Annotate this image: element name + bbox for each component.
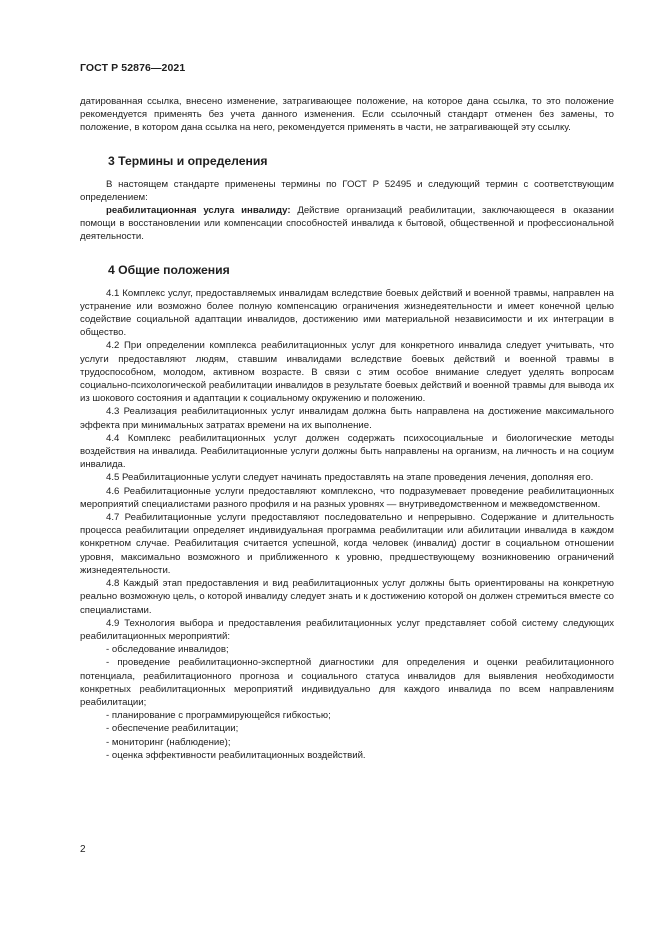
section-3-title: 3 Термины и определения xyxy=(108,153,268,168)
intro-paragraph: датированная ссылка, внесено изменение, затрагивающее положение, на которое дана ссылка, то это положение рекомендуется применять без учета данного изменения. Если ссылочный стандарт отменен без замены, то положение, в котором дана ссылка на него, рекомендуется применять в части, не затрагивающей эту ссылку. xyxy=(80,96,614,134)
term-definition xyxy=(80,204,614,244)
list-item: - мониторинг (наблюдение); xyxy=(106,736,231,748)
term-name: реабилитационная услуга инвалиду: xyxy=(106,205,291,217)
document-code-header: ГОСТ Р 52876—2021 xyxy=(80,62,186,74)
clause-4-5: 4.5 Реабилитационные услуги следует начинать предоставлять на этапе проведения лечения, дополняя его. xyxy=(106,472,594,484)
clause-4-8: 4.8 Каждый этап предоставления и вид реабилитационных услуг должны быть ориентированы на конкретную реально возможную цель, о которой инвалиду следует знать и к достижению которой он должен стремиться вместе со специалистами. xyxy=(80,578,614,616)
list-item: - планирование с программирующейся гибкостью; xyxy=(106,710,331,722)
clause-4-1: 4.1 Комплекс услуг, предоставляемых инвалидам вследствие боевых действий и военной травмы, направлен на устранение или возможно более полную компенсацию ограничения жизнедеятельности и имеет конечной целью содействие социальной адаптации инвалидов, достижению ими материальной независимости и их интеграции в общество. xyxy=(80,287,614,339)
clause-4-9: 4.9 Технология выбора и предоставления реабилитационных услуг представляет собой систему следующих реабилитационных мероприятий: xyxy=(80,617,614,642)
page-number: 2 xyxy=(80,844,86,855)
clause-4-2: 4.2 При определении комплекса реабилитационных услуг для конкретного инвалида следует учитывать, что услуги предоставляют людям, ставшим инвалидами вследствие боевых действий и военной травмы в трудоспособном, молодом, активном возрасте. В связи с этим особое внимание следует уделять вопросам социально-психологической реабилитации инвалидов в результате боевых действий и военной травмы для вывода их из шокового состояния и адаптации к социальному окружению и положению. xyxy=(80,340,614,405)
clause-4-7: 4.7 Реабилитационные услуги предоставляют последовательно и непрерывно. Содержание и длительность процесса реабилитации определяет индивидуальная программа реабилитации или абилитации инвалида в каждом конкретном случае. Реабилитация считается успешной, когда человек (инвалид) достиг в социальном отношении уровня, максимально возможного и приближенного к уровню, предшествующему возникновению ограничений жизнедеятельности. xyxy=(80,512,614,576)
list-item: - оценка эффективности реабилитационных воздействий. xyxy=(106,749,366,761)
list-item: - обеспечение реабилитации; xyxy=(106,723,239,735)
section-3-paragraph: В настоящем стандарте применены термины по ГОСТ Р 52495 и следующий термин с соответствующим определением: xyxy=(80,178,614,203)
term-description: Действие организаций реабилитации, заключающееся в оказании помощи в восстановлении или компенсации способностей инвалида к бытовой, общественной и профессиональной деятельности. xyxy=(80,205,614,243)
list-item: - обследование инвалидов; xyxy=(106,644,229,656)
clause-4-4: 4.4 Комплекс реабилитационных услуг должен содержать психосоциальные и биологические методы воздействия на инвалида. Реабилитационные услуги должны быть направлены на организм, на личность и на социум инвалида. xyxy=(80,432,614,471)
document-body xyxy=(80,95,614,762)
list-item: - проведение реабилитационно-экспертной диагностики для определения и оценки реабилитационного потенциала, реабилитационного прогноза и социального статуса инвалидов для выявления необходимости конкретных реабилитационных мероприятий индивидуально для каждого инвалида по всем направлениям реабилитации; xyxy=(80,657,614,708)
section-4-title: 4 Общие положения xyxy=(108,262,230,277)
clause-4-6: 4.6 Реабилитационные услуги предоставляют комплексно, что подразумевает проведение реабилитационных мероприятий специалистами разного профиля и на разных уровнях — внутриведомственном и межведомственном. xyxy=(80,485,614,510)
clause-4-3: 4.3 Реализация реабилитационных услуг инвалидам должна быть направлена на достижение максимального эффекта при минимальных затратах времени на их выполнение. xyxy=(80,406,614,431)
